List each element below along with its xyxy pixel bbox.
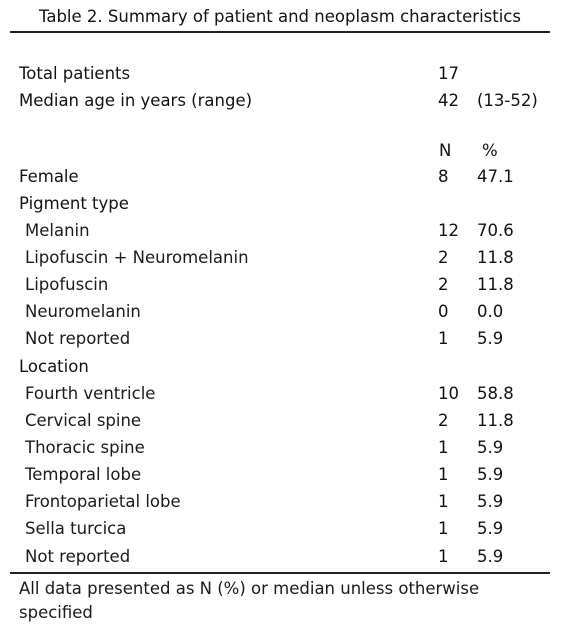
section-pigment-type bbox=[0, 193, 564, 220]
table-row bbox=[0, 247, 564, 274]
table-row bbox=[0, 220, 564, 247]
row-n: 1 bbox=[438, 465, 449, 484]
bottom-rule bbox=[10, 572, 550, 574]
row-n: 2 bbox=[438, 248, 449, 267]
row-label: Frontoparietal lobe bbox=[25, 492, 181, 511]
row-n: 42 bbox=[438, 91, 459, 110]
row-pct: (13-52) bbox=[477, 91, 538, 110]
table-caption: Table 2. Summary of patient and neoplasm characteristics bbox=[39, 7, 521, 26]
row-pct: 47.1 bbox=[477, 167, 514, 186]
row-n: 2 bbox=[438, 275, 449, 294]
row-n: 10 bbox=[438, 384, 459, 403]
row-label: Thoracic spine bbox=[25, 438, 145, 457]
table-row bbox=[0, 491, 564, 518]
row-female bbox=[0, 166, 564, 193]
column-header-pct: % bbox=[482, 141, 498, 160]
row-pct: 5.9 bbox=[477, 329, 504, 348]
row-n: 1 bbox=[438, 492, 449, 511]
section-location bbox=[0, 356, 564, 383]
row-n: 12 bbox=[438, 221, 459, 240]
table-row bbox=[0, 410, 564, 437]
column-header-row bbox=[0, 140, 564, 167]
row-pct: 5.9 bbox=[477, 492, 504, 511]
row-label: Lipofuscin + Neuromelanin bbox=[25, 248, 249, 267]
row-label: Total patients bbox=[19, 64, 131, 83]
table-footnote: All data presented as N (%) or median unless otherwise specified bbox=[19, 579, 480, 622]
row-pct: 58.8 bbox=[477, 384, 514, 403]
row-pct: 11.8 bbox=[477, 248, 514, 267]
top-rule bbox=[10, 31, 550, 33]
row-pct: 5.9 bbox=[477, 547, 504, 566]
table-row bbox=[0, 518, 564, 545]
table-row bbox=[0, 328, 564, 355]
table-row bbox=[0, 301, 564, 328]
row-n: 2 bbox=[438, 411, 449, 430]
table-row bbox=[0, 437, 564, 464]
row-label: Not reported bbox=[25, 329, 131, 348]
row-pct: 11.8 bbox=[477, 275, 514, 294]
row-n: 0 bbox=[438, 302, 449, 321]
row-label: Fourth ventricle bbox=[25, 384, 156, 403]
row-label: Sella turcica bbox=[25, 519, 127, 538]
row-n: 17 bbox=[438, 64, 459, 83]
row-label: Cervical spine bbox=[25, 411, 142, 430]
row-label: Not reported bbox=[25, 547, 131, 566]
row-n: 1 bbox=[438, 547, 449, 566]
table-row bbox=[0, 546, 564, 573]
table-row bbox=[0, 464, 564, 491]
row-pct: 5.9 bbox=[477, 465, 504, 484]
table-row bbox=[0, 383, 564, 410]
row-n: 1 bbox=[438, 329, 449, 348]
row-median-age bbox=[0, 90, 564, 117]
row-label: Female bbox=[19, 167, 79, 186]
section-title: Pigment type bbox=[19, 194, 129, 213]
row-label: Median age in years (range) bbox=[19, 91, 253, 110]
row-n: 1 bbox=[438, 519, 449, 538]
row-pct: 11.8 bbox=[477, 411, 514, 430]
row-pct: 0.0 bbox=[477, 302, 504, 321]
column-header-n: N bbox=[439, 141, 452, 160]
row-label: Melanin bbox=[25, 221, 90, 240]
row-label: Lipofuscin bbox=[25, 275, 109, 294]
row-pct: 5.9 bbox=[477, 519, 504, 538]
row-label: Neuromelanin bbox=[25, 302, 141, 321]
row-pct: 5.9 bbox=[477, 438, 504, 457]
row-n: 1 bbox=[438, 438, 449, 457]
row-pct: 70.6 bbox=[477, 221, 514, 240]
table-row bbox=[0, 274, 564, 301]
row-n: 8 bbox=[438, 167, 449, 186]
row-label: Temporal lobe bbox=[25, 465, 142, 484]
section-title: Location bbox=[19, 357, 89, 376]
row-total-patients bbox=[0, 63, 564, 90]
